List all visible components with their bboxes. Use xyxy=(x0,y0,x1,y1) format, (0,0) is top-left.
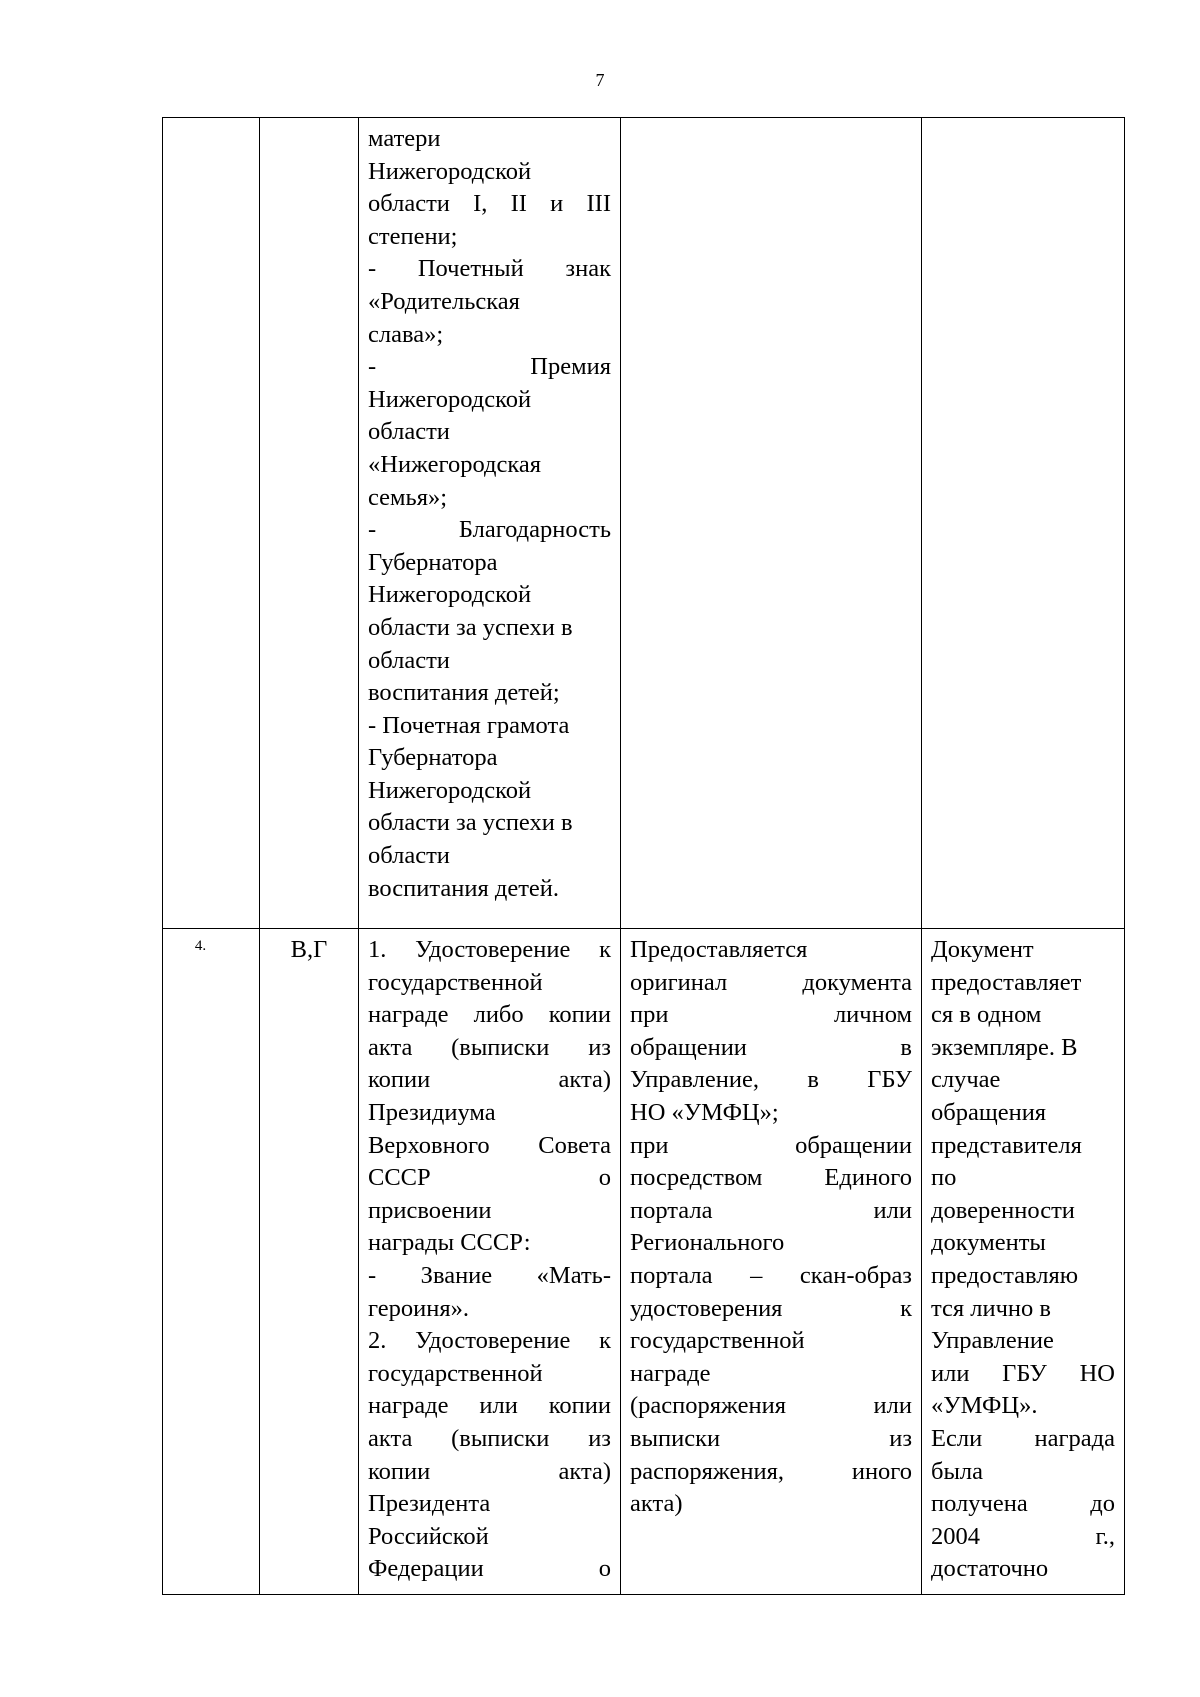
submission-method-cell xyxy=(621,118,922,929)
document-name-cell xyxy=(359,118,621,929)
text-line: воспитания детей; xyxy=(368,679,560,707)
text-line: 1. Удостоверение к xyxy=(368,936,611,963)
text-line: 2004 г., xyxy=(931,1522,1115,1550)
text-line: СССР о xyxy=(368,1164,611,1192)
text-line: НО «УМФЦ»; xyxy=(630,1098,779,1126)
requirements-table xyxy=(162,117,1125,1595)
text-line: награде либо копии xyxy=(368,1001,611,1029)
text-line: выписки из xyxy=(630,1424,912,1452)
text-line: представителя xyxy=(931,1131,1082,1159)
text-line: тся лично в xyxy=(931,1294,1051,1322)
text-line: Нижегородской xyxy=(368,157,532,185)
text-line: присвоении xyxy=(368,1196,492,1224)
text-line: 2. Удостоверение к xyxy=(368,1327,611,1355)
document-name-text xyxy=(359,118,620,913)
text-line: Нижегородской xyxy=(368,385,532,413)
text-line: или ГБУ НО xyxy=(931,1359,1115,1387)
text-line: области за успехи в xyxy=(368,613,573,641)
text-line: получена до xyxy=(931,1490,1115,1518)
text-line: Управление, в ГБУ xyxy=(630,1066,912,1094)
text-line: - Благодарность xyxy=(368,516,611,544)
text-line: воспитания детей. xyxy=(368,874,560,902)
text-line: копии акта) xyxy=(368,1066,611,1094)
text-line: удостоверения к xyxy=(630,1294,912,1322)
text-line: - Звание «Мать- xyxy=(368,1261,611,1289)
text-line: Документ xyxy=(931,936,1034,963)
row-number-cell xyxy=(163,118,260,929)
table-row xyxy=(163,929,1125,1595)
text-line: копии акта) xyxy=(368,1457,611,1485)
text-line: портала – скан-образ xyxy=(630,1261,912,1289)
submission-method-cell xyxy=(621,929,922,1595)
text-line: государственной xyxy=(368,1359,543,1387)
text-line: слава»; xyxy=(368,320,444,348)
text-line: «УМФЦ». xyxy=(931,1392,1038,1420)
text-line: государственной xyxy=(368,968,543,996)
text-line: награды СССР: xyxy=(368,1229,531,1257)
text-line: предоставляю xyxy=(931,1261,1079,1289)
document-name-cell xyxy=(359,929,621,1595)
text-line: области xyxy=(368,418,450,446)
text-line: обращения xyxy=(931,1098,1047,1126)
submission-method-text xyxy=(621,929,921,1529)
text-line: Губернатора xyxy=(368,548,498,576)
text-line: документы xyxy=(931,1229,1046,1257)
text-line: распоряжения, иного xyxy=(630,1457,912,1485)
text-line: «Родительская xyxy=(368,287,520,315)
text-line: акта (выписки из xyxy=(368,1033,611,1061)
text-line: (распоряжения или xyxy=(630,1392,912,1420)
text-line: экземпляре. В xyxy=(931,1033,1078,1061)
text-line: случае xyxy=(931,1066,1001,1094)
category-code: В,Г xyxy=(290,936,328,963)
text-line: посредством Единого xyxy=(630,1164,912,1192)
text-line: оригинал документа xyxy=(630,968,912,996)
category-code xyxy=(260,118,358,131)
text-line: при личном xyxy=(630,1001,912,1029)
notes-cell xyxy=(922,118,1125,929)
text-line: области I, II и III xyxy=(368,190,611,218)
text-line: Нижегородской xyxy=(368,776,532,804)
text-line: области xyxy=(368,842,450,870)
text-line: акта (выписки из xyxy=(368,1424,611,1452)
text-line: Если награда xyxy=(931,1424,1115,1452)
text-line: обращении в xyxy=(630,1033,912,1061)
text-line: «Нижегородская xyxy=(368,450,542,478)
text-line: Регионального xyxy=(630,1229,785,1257)
row-number-cell xyxy=(163,929,260,1595)
row-number xyxy=(163,118,259,134)
text-line: Верховного Совета xyxy=(368,1131,611,1159)
text-line: области xyxy=(368,646,450,674)
text-line: матери xyxy=(368,125,441,152)
text-line: по xyxy=(931,1164,957,1192)
category-code-cell xyxy=(260,929,359,1595)
text-line: Президиума xyxy=(368,1098,496,1126)
text-line: государственной xyxy=(630,1327,805,1355)
text-line: области за успехи в xyxy=(368,809,573,837)
document-name-text xyxy=(359,929,620,1594)
text-line: достаточно xyxy=(931,1555,1049,1583)
text-line: Предоставляется xyxy=(630,936,808,963)
text-line: семья»; xyxy=(368,483,448,511)
text-line: при обращении xyxy=(630,1131,912,1159)
text-line: награде xyxy=(630,1359,711,1387)
text-line: портала или xyxy=(630,1196,912,1224)
text-line: героиня». xyxy=(368,1294,469,1322)
notes-cell xyxy=(922,929,1125,1595)
text-line: награде или копии xyxy=(368,1392,611,1420)
submission-method-text xyxy=(621,118,921,131)
text-line: Нижегородской xyxy=(368,581,532,609)
text-line: Управление xyxy=(931,1327,1054,1355)
text-line: акта) xyxy=(630,1490,683,1518)
page-number: 7 xyxy=(595,70,605,90)
text-line: предоставляет xyxy=(931,968,1082,996)
table-row xyxy=(163,118,1125,929)
text-line: - Премия xyxy=(368,353,611,381)
notes-text xyxy=(922,118,1124,131)
text-line: - Почетный знак xyxy=(368,255,611,283)
category-code-cell xyxy=(260,118,359,929)
text-line: степени; xyxy=(368,222,458,250)
text-line: доверенности xyxy=(931,1196,1075,1224)
text-line: Президента xyxy=(368,1490,491,1518)
text-line: была xyxy=(931,1457,984,1485)
text-line: - Почетная грамота xyxy=(368,711,570,739)
row-number: 4. xyxy=(194,938,207,954)
text-line: ся в одном xyxy=(931,1001,1042,1029)
text-line: Российской xyxy=(368,1522,489,1550)
text-line: Федерации о xyxy=(368,1555,611,1583)
text-line: Губернатора xyxy=(368,744,498,772)
notes-text xyxy=(922,929,1124,1594)
